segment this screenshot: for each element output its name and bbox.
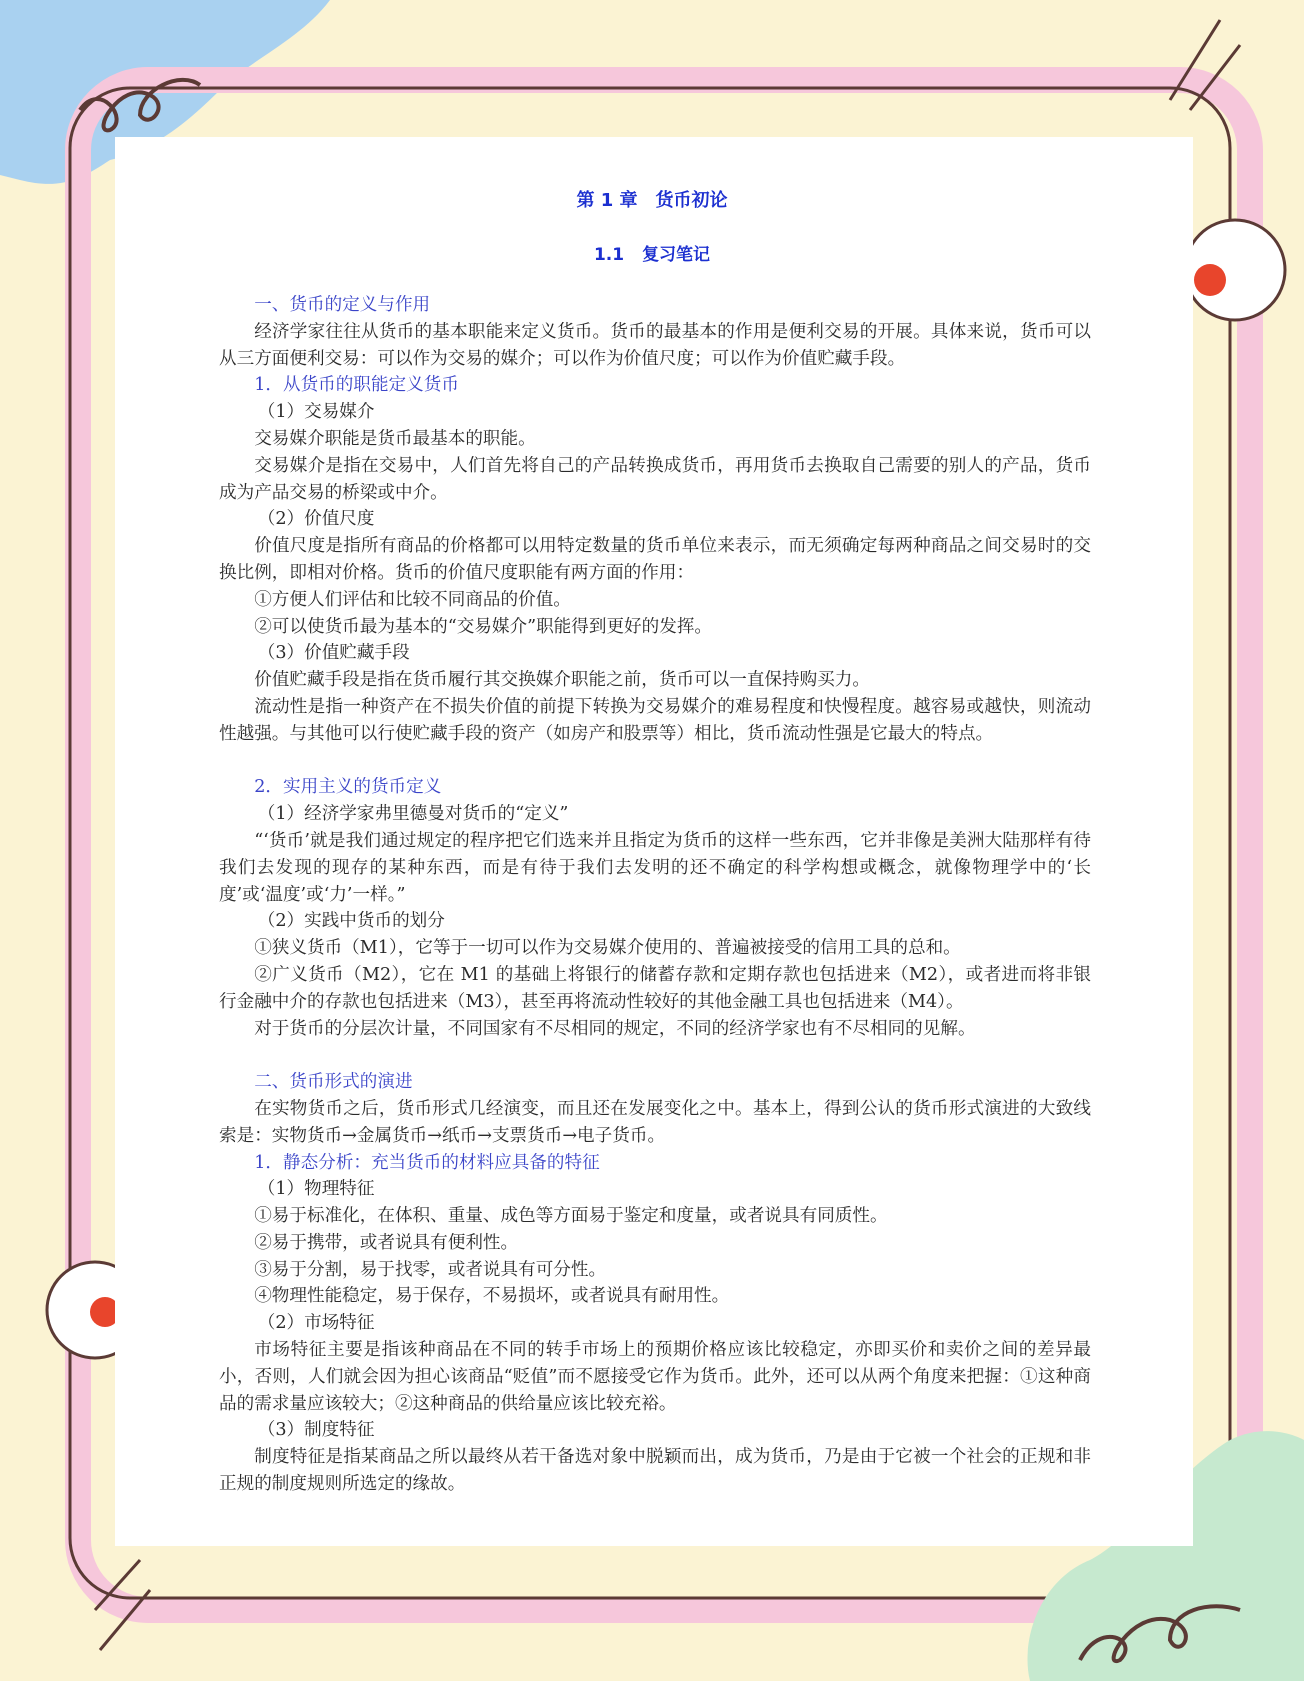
section-heading: 二、货币形式的演进 [254, 1072, 413, 1093]
paragraph: ③易于分割，易于找零，或者说具有可分性。 [254, 1259, 607, 1280]
paragraph: 交易媒介是指在交易中，人们首先将自己的产品转换成货币，再用货币去换取自己需要的别人的产品，货币成为产品交易的桥梁或中介。 [219, 455, 1091, 503]
subsection-heading: （2）价值尺度 [257, 509, 375, 530]
subsection-heading: （1）经济学家弗里德曼对货币的“定义” [257, 804, 569, 825]
section-number: 1.1 [593, 245, 625, 265]
paragraph: ②可以使货币最为基本的“交易媒介”职能得到更好的发挥。 [254, 616, 713, 637]
subsection-heading: （1）物理特征 [257, 1179, 375, 1200]
blank-line [219, 1042, 1091, 1069]
paragraph: 交易媒介职能是货币最基本的职能。 [254, 428, 536, 449]
paragraph: 流动性是指一种资产在不损失价值的前提下转换为交易媒介的难易程度和快慢程度。越容易或越快，则流动性越强。与其他可以行使贮藏手段的资产（如房产和股票等）相比，货币流动性强是它最大的特点。 [219, 696, 1091, 744]
paragraph: “‘货币’就是我们通过规定的程序把它们选来并且指定为货币的这样一些东西，它并非像是美洲大陆那样有待我们去发现的现存的某种东西，而是有待于我们去发明的还不确定的科学构想或概念，就像物理学中的‘长度’或‘温度’或‘力’一样。” [219, 830, 1091, 905]
chapter-name: 货币初论 [655, 190, 728, 211]
section-name: 复习笔记 [642, 245, 711, 265]
section-title [0, 240, 1304, 265]
paragraph: 市场特征主要是指该种商品在不同的转手市场上的预期价格应该比较稳定，亦即买价和卖价之间的差异最小，否则，人们就会因为担心该商品“贬值”而不愿接受它作为货币。此外，还可以从两个角度来把握：①这种商品的需求量应该较大；②这种商品的供给量应该比较充裕。 [219, 1340, 1091, 1414]
subsection-heading: （2）市场特征 [257, 1313, 375, 1334]
blank-line [219, 748, 1091, 775]
flower-right-decoration [1185, 220, 1285, 320]
chapter-number: 第 1 章 [576, 190, 638, 211]
paragraph: 对于货币的分层次计量，不同国家有不尽相同的规定，不同的经济学家也有不尽相同的见解。 [254, 1018, 976, 1039]
section-heading: 2．实用主义的货币定义 [254, 777, 442, 798]
subsection-heading: （2）实践中货币的划分 [257, 911, 445, 932]
paragraph: 制度特征是指某商品之所以最终从若干备选对象中脱颖而出，成为货币，乃是由于它被一个社会的正规和非正规的制度规则所选定的缘故。 [219, 1447, 1091, 1495]
paragraph: ②易于携带，或者说具有便利性。 [254, 1232, 519, 1253]
paragraph: 经济学家往往从货币的基本职能来定义货币。货币的最基本的作用是便利交易的开展。具体来说，货币可以从三方面便利交易：可以作为交易的媒介；可以作为价值尺度；可以作为价值贮藏手段。 [219, 321, 1091, 369]
paragraph: ④物理性能稳定，易于保存，不易损坏，或者说具有耐用性。 [254, 1286, 730, 1307]
paragraph: ②广义货币（M2），它在 M1 的基础上将银行的储蓄存款和定期存款也包括进来（M2），或者进而将非银行金融中介的存款也包括进来（M3），甚至再将流动性较好的其他金融工具也包括进来（M4）。 [219, 964, 1091, 1012]
paragraph: ①狭义货币（M1），它等于一切可以作为交易媒介使用的、普遍被接受的信用工具的总和。 [254, 938, 961, 959]
paragraph: 在实物货币之后，货币形式几经演变，而且还在发展变化之中。基本上，得到公认的货币形式演进的大致线索是：实物货币→金属货币→纸币→支票货币→电子货币。 [219, 1098, 1091, 1146]
paragraph: 价值尺度是指所有商品的价格都可以用特定数量的货币单位来表示，而无须确定每两种商品之间交易时的交换比例，即相对价格。货币的价值尺度职能有两方面的作用： [219, 536, 1091, 583]
section-heading: 一、货币的定义与作用 [254, 295, 431, 315]
subsection-heading: （3）价值贮藏手段 [257, 643, 410, 664]
document-body [219, 292, 1091, 1498]
section-heading: 1．从货币的职能定义货币 [254, 375, 459, 396]
chapter-title [0, 186, 1304, 212]
paragraph: 价值贮藏手段是指在货币履行其交换媒介职能之前，货币可以一直保持购买力。 [254, 670, 870, 691]
paragraph: ①易于标准化，在体积、重量、成色等方面易于鉴定和度量，或者说具有同质性。 [254, 1206, 888, 1227]
subsection-heading: （1）交易媒介 [257, 402, 375, 423]
paragraph: ①方便人们评估和比较不同商品的价值。 [254, 589, 571, 610]
section-heading: 1．静态分析：充当货币的材料应具备的特征 [254, 1152, 600, 1173]
subsection-heading: （3）制度特征 [257, 1420, 375, 1441]
